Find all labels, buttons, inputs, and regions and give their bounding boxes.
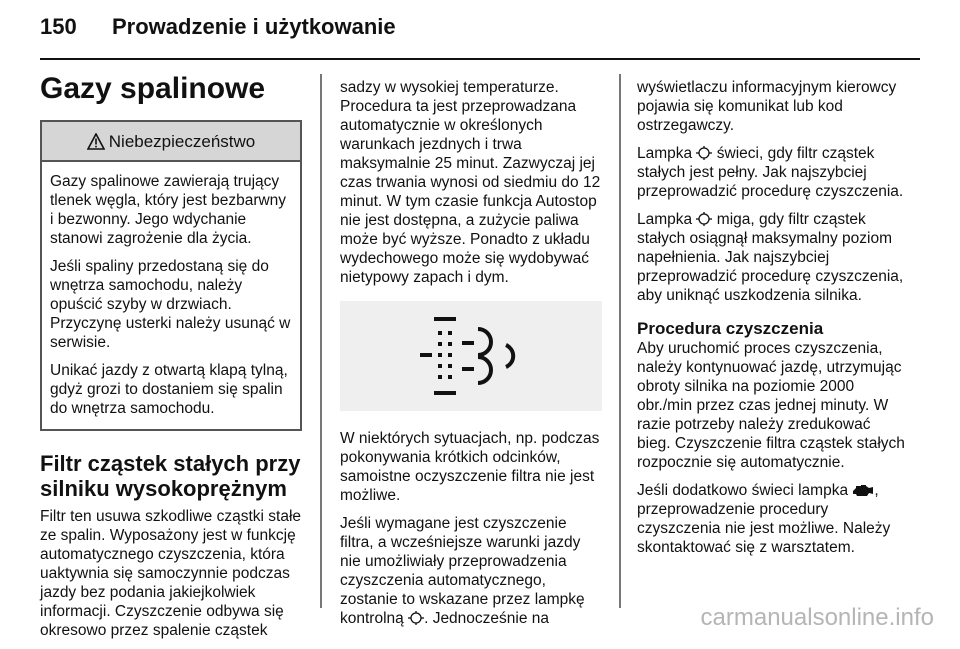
sub-heading: Procedura czyszczenia <box>637 319 824 338</box>
warning-paragraph: Jeśli spaliny przedostaną się do wnętrza samochodu, należy opuścić szyby w drzwiach. Przyczynę usterki należy usunąć w serwisie. <box>50 258 291 351</box>
body-paragraph: W niektórych sytuacjach, np. podczas pokonywania krótkich odcinków, samoistne oczyszczenie filtra nie jest możliwe. <box>340 430 600 504</box>
page-header <box>40 14 920 54</box>
body-text: Jeśli dodatkowo świeci lampka <box>637 482 849 499</box>
body-paragraph <box>637 144 905 201</box>
body-text: miga, gdy filtr cząstek stałych osiągnął maksymalny poziom napełnienia. Jak najszybciej przeprowadzić procedurę czyszczenia, aby uniknąć uszkodzenia silnika. <box>637 211 904 304</box>
watermark: carmanualsonline.info <box>700 604 934 631</box>
body-paragraph <box>637 210 905 305</box>
warning-body <box>42 162 300 429</box>
body-paragraph <box>637 481 905 557</box>
warning-header <box>42 122 300 162</box>
body-paragraph: Filtr ten usuwa szkodliwe cząstki stałe ze spalin. Wyposażony jest w funkcję automatycznego czyszczenia, która uaktywnia się samoczynnie podczas jazdy bez podania jakiejkolwiek informacji. Czyszczenie odbywa się okresowo przez spalenie cząstek <box>40 508 302 639</box>
body-text: Jeśli wymagane jest czyszczenie filtra, a wcześniejsze warunki jazdy nie umożliwiały przeprowadzenia czyszczenia automatycznego, zostanie to wskazane przez lampkę kontrolną <box>340 515 585 627</box>
warning-title: Niebezpieczeństwo <box>108 131 256 151</box>
warning-paragraph: Gazy spalinowe zawierają trujący tlenek węgla, który jest bezbarwny i bezwonny. Jego wdychanie stanowi zagrożenie dla życia. <box>50 173 287 247</box>
particle-filter-icon <box>408 611 424 625</box>
sub-heading: Filtr cząstek stałych przy silniku wysokoprężnym <box>40 451 301 501</box>
body-paragraph: Aby uruchomić proces czyszczenia, należy kontynuować jazdę, utrzymując obroty silnika na poziomie 2000 obr./min przez czas jednej minuty. W razie potrzeby należy zredukować bieg. Czyszczenie filtra cząstek stałych rozpocznie się automatycznie. <box>637 340 905 471</box>
particle-filter-icon <box>406 311 536 401</box>
main-heading: Gazy spalinowe <box>40 72 266 105</box>
body-paragraph: wyświetlaczu informacyjnym kierowcy pojawia się komunikat lub kod ostrzegawczy. <box>637 79 897 134</box>
chapter-title: Prowadzenie i użytkowanie <box>112 14 396 39</box>
column-1 <box>40 72 302 649</box>
body-paragraph <box>340 514 602 628</box>
column-divider <box>320 74 322 608</box>
page-number: 150 <box>40 14 77 39</box>
particle-filter-icon <box>696 146 712 160</box>
danger-warning-box <box>40 120 302 431</box>
body-text: Lampka <box>637 145 693 162</box>
body-text: świeci, gdy filtr cząstek stałych jest pełny. Jak najszybciej przeprowadzić procedurę czyszczenia. <box>637 145 904 200</box>
warning-triangle-icon <box>87 133 105 150</box>
column-3 <box>637 78 905 566</box>
column-2 <box>340 78 602 637</box>
body-text: , przeprowadzenie procedury czyszczenia nie jest możliwe. Należy skontaktować się z warsztatem. <box>637 482 891 556</box>
column-divider <box>619 74 621 608</box>
warning-paragraph: Unikać jazdy z otwartą klapą tylną, gdyż grozi to dostaniem się spalin do wnętrza samochodu. <box>50 362 288 417</box>
header-rule <box>40 58 920 60</box>
engine-check-icon <box>852 484 874 497</box>
body-text: . Jednocześnie na <box>424 610 550 627</box>
body-paragraph: sadzy w wysokiej temperaturze. Procedura ta jest przeprowadzana automatycznie w określonych warunkach jezdnych i trwa maksymalnie 25 minut. Zazwyczaj jej czas trwania wynosi od siedmiu do 12 minut. W tym czasie funkcja Autostop nie jest dostępna, a zużycie paliwa może być wyższe. Ponadto z układu wydechowego może się wydobywać nietypowy zapach i dym. <box>340 79 601 286</box>
particle-filter-icon <box>696 212 712 226</box>
body-text: Lampka <box>637 211 693 228</box>
particle-filter-illustration <box>340 301 602 411</box>
